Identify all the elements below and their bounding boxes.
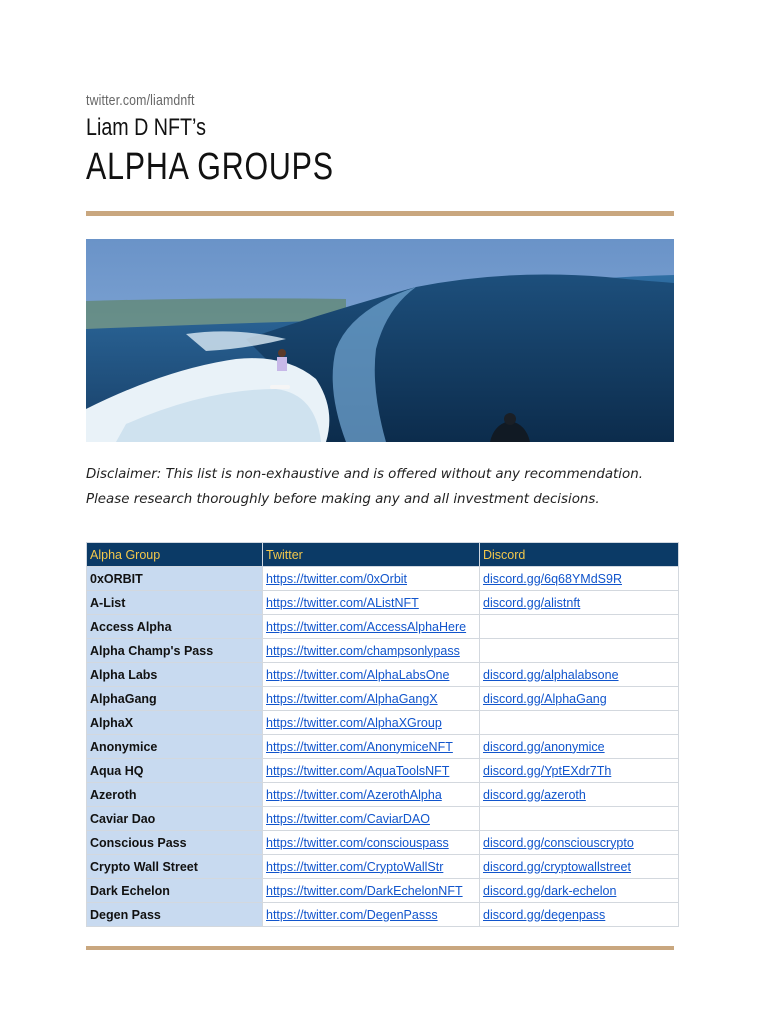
discord-link[interactable]: discord.gg/azeroth	[480, 783, 679, 807]
page-title: ALPHA GROUPS	[86, 146, 334, 188]
column-header-twitter: Twitter	[263, 543, 480, 567]
group-name: Dark Echelon	[87, 879, 263, 903]
table-row	[87, 807, 679, 831]
discord-link[interactable]: discord.gg/cryptowallstreet	[480, 855, 679, 879]
twitter-link[interactable]: https://twitter.com/AlphaLabsOne	[263, 663, 480, 687]
disclaimer-text: Disclaimer: This list is non-exhaustive and is offered without any recommendation. Please research thoroughly before making any and all investment decisions.	[86, 467, 643, 507]
table-header-row	[87, 543, 679, 567]
discord-cell-empty	[480, 639, 679, 663]
table-row	[87, 567, 679, 591]
twitter-link[interactable]: https://twitter.com/AccessAlphaHere	[263, 615, 480, 639]
group-name: Alpha Labs	[87, 663, 263, 687]
group-name: Caviar Dao	[87, 807, 263, 831]
twitter-link[interactable]: https://twitter.com/AnonymiceNFT	[263, 735, 480, 759]
discord-link[interactable]: discord.gg/6q68YMdS9R	[480, 567, 679, 591]
group-name: AlphaGang	[87, 687, 263, 711]
table-row	[87, 711, 679, 735]
table-row	[87, 759, 679, 783]
group-name: Degen Pass	[87, 903, 263, 927]
group-name: Azeroth	[87, 783, 263, 807]
alpha-groups-table	[86, 542, 679, 927]
group-name: Access Alpha	[87, 615, 263, 639]
table-row	[87, 687, 679, 711]
twitter-link[interactable]: https://twitter.com/consciouspass	[263, 831, 480, 855]
group-name: Aqua HQ	[87, 759, 263, 783]
discord-link[interactable]: discord.gg/alistnft	[480, 591, 679, 615]
discord-link[interactable]: discord.gg/dark-echelon	[480, 879, 679, 903]
twitter-link[interactable]: https://twitter.com/DegenPasss	[263, 903, 480, 927]
table-row	[87, 663, 679, 687]
discord-link[interactable]: discord.gg/alphalabsone	[480, 663, 679, 687]
table-row	[87, 639, 679, 663]
table-row	[87, 615, 679, 639]
table-row	[87, 879, 679, 903]
twitter-link[interactable]: https://twitter.com/AlphaXGroup	[263, 711, 480, 735]
group-name: A-List	[87, 591, 263, 615]
table-row	[87, 783, 679, 807]
surf-wave-photo	[86, 239, 674, 442]
discord-link[interactable]: discord.gg/consciouscrypto	[480, 831, 679, 855]
group-name: 0xORBIT	[87, 567, 263, 591]
table-row	[87, 735, 679, 759]
discord-link[interactable]: discord.gg/AlphaGang	[480, 687, 679, 711]
table-row	[87, 831, 679, 855]
table-row	[87, 855, 679, 879]
group-name: AlphaX	[87, 711, 263, 735]
bottom-divider	[86, 946, 674, 950]
page-subtitle: Liam D NFT’s	[86, 114, 206, 141]
table-row	[87, 903, 679, 927]
discord-cell-empty	[480, 807, 679, 831]
discord-link[interactable]: discord.gg/degenpass	[480, 903, 679, 927]
twitter-handle[interactable]: twitter.com/liamdnft	[86, 92, 195, 109]
twitter-link[interactable]: https://twitter.com/CaviarDAO	[263, 807, 480, 831]
group-name: Alpha Champ's Pass	[87, 639, 263, 663]
twitter-link[interactable]: https://twitter.com/0xOrbit	[263, 567, 480, 591]
twitter-link[interactable]: https://twitter.com/CryptoWallStr	[263, 855, 480, 879]
twitter-link[interactable]: https://twitter.com/AzerothAlpha	[263, 783, 480, 807]
discord-link[interactable]: discord.gg/YptEXdr7Th	[480, 759, 679, 783]
top-divider	[86, 211, 674, 216]
discord-cell-empty	[480, 711, 679, 735]
group-name: Conscious Pass	[87, 831, 263, 855]
column-header-discord: Discord	[480, 543, 679, 567]
twitter-link[interactable]: https://twitter.com/AquaToolsNFT	[263, 759, 480, 783]
discord-cell-empty	[480, 615, 679, 639]
group-name: Crypto Wall Street	[87, 855, 263, 879]
twitter-link[interactable]: https://twitter.com/DarkEchelonNFT	[263, 879, 480, 903]
table-row	[87, 591, 679, 615]
twitter-link[interactable]: https://twitter.com/AListNFT	[263, 591, 480, 615]
discord-link[interactable]: discord.gg/anonymice	[480, 735, 679, 759]
group-name: Anonymice	[87, 735, 263, 759]
column-header-alpha-group: Alpha Group	[87, 543, 263, 567]
twitter-link[interactable]: https://twitter.com/champsonlypass	[263, 639, 480, 663]
twitter-link[interactable]: https://twitter.com/AlphaGangX	[263, 687, 480, 711]
